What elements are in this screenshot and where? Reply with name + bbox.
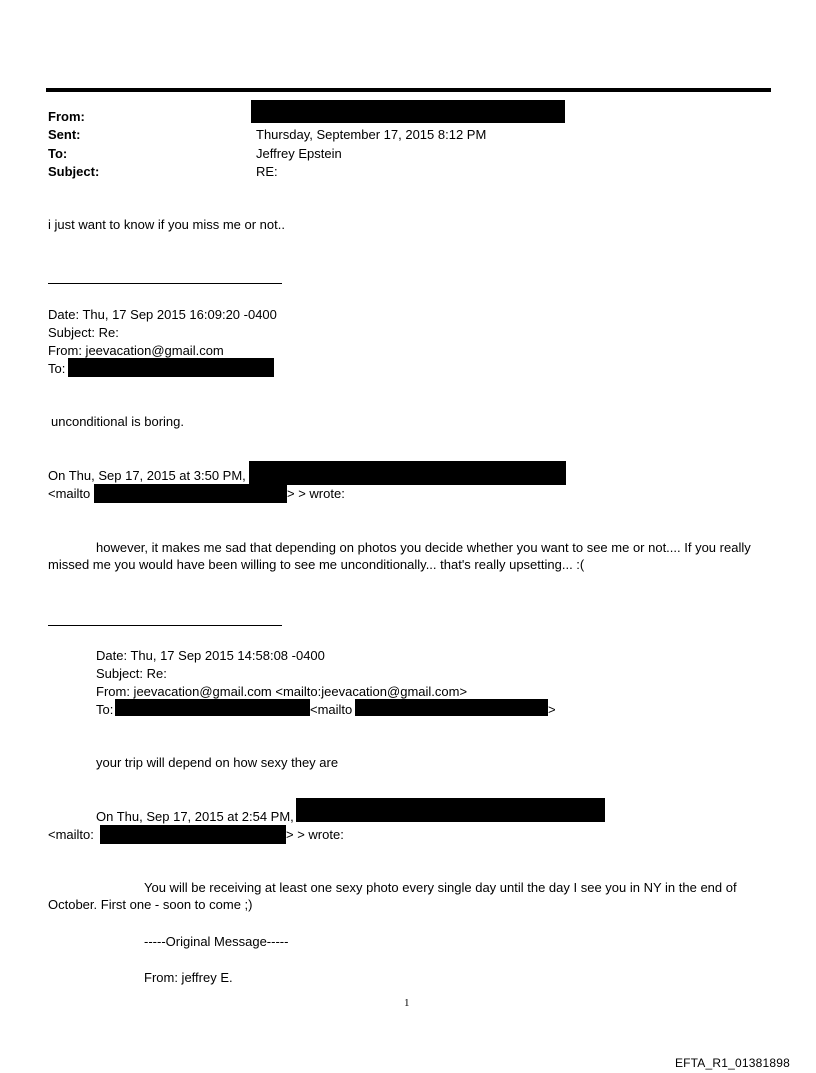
redacted-sender-1 [249, 461, 566, 485]
quote-divider-1 [48, 283, 282, 284]
quote2-from: From: jeevacation@gmail.com <mailto:jeevacation@gmail.com> [96, 684, 468, 699]
wrote-suffix-2: > > wrote: [286, 827, 344, 842]
redacted-quote1-to [68, 358, 274, 377]
quote2-subject: Subject: Re: [96, 666, 167, 681]
message-body-5: You will be receiving at least one sexy photo every single day until the day I see you in NY in the end of October. First one - soon to come ;) [48, 880, 737, 912]
wrote-suffix-1: > > wrote: [287, 486, 345, 501]
subject-label: Subject: [48, 164, 100, 179]
reply-attribution-2: On Thu, Sep 17, 2015 at 2:54 PM, [96, 809, 294, 824]
quote2-to-mailto: <mailto [310, 702, 353, 717]
message-body-4: your trip will depend on how sexy they are [96, 755, 339, 770]
quote1-to: To: [48, 361, 66, 376]
quote1-from: From: jeevacation@gmail.com [48, 343, 224, 358]
redacted-from [251, 100, 565, 123]
redacted-sender-2 [296, 798, 605, 822]
mailto-prefix-1: <mailto [48, 486, 91, 501]
quote2-to: To: [96, 702, 114, 717]
redacted-quote2-to [115, 699, 310, 716]
to-value: Jeffrey Epstein [256, 146, 342, 161]
quote2-date: Date: Thu, 17 Sep 2015 14:58:08 -0400 [96, 648, 325, 663]
quote1-date: Date: Thu, 17 Sep 2015 16:09:20 -0400 [48, 307, 277, 322]
redacted-quote2-mailto [355, 699, 548, 716]
mailto-prefix-2: <mailto: [48, 827, 94, 842]
to-label: To: [48, 146, 68, 161]
quote2-to-close: > [548, 702, 556, 717]
page-number: 1 [404, 997, 410, 1009]
document-id: EFTA_R1_01381898 [674, 1056, 790, 1070]
sent-label: Sent: [48, 127, 81, 142]
sent-value: Thursday, September 17, 2015 8:12 PM [256, 127, 487, 142]
from-label: From: [48, 109, 85, 124]
original-from: From: jeffrey E. [144, 970, 233, 985]
subject-value: RE: [256, 164, 278, 179]
reply-attribution-1: On Thu, Sep 17, 2015 at 3:50 PM, [48, 468, 246, 483]
header-divider [46, 88, 771, 92]
quote1-subject: Subject: Re: [48, 325, 119, 340]
original-message-separator: -----Original Message----- [144, 934, 289, 949]
redacted-mailto-2 [100, 825, 286, 844]
message-body-3: however, it makes me sad that depending on photos you decide whether you want to see me or not.... If you really missed me you would have been willing to see me unconditionally... that's really upsetting... :( [48, 540, 751, 572]
redacted-mailto-1 [94, 484, 287, 503]
message-body-1: i just want to know if you miss me or not.. [48, 217, 285, 232]
message-body-2: unconditional is boring. [51, 414, 184, 429]
quote-divider-2 [48, 625, 282, 626]
